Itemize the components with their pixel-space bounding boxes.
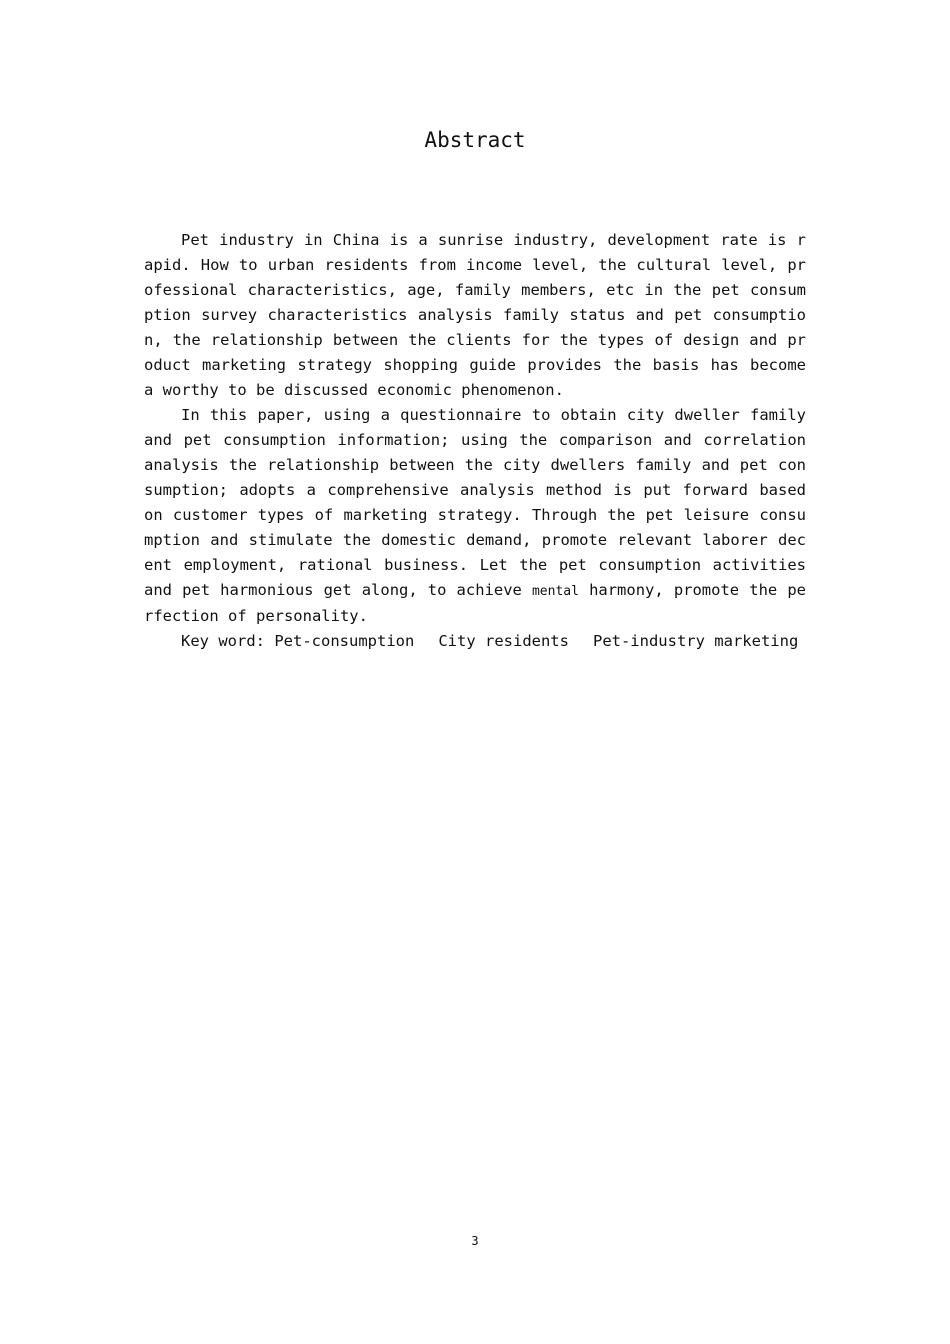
- paragraph-2-small-word: mental: [531, 584, 579, 599]
- abstract-paragraph-2: [144, 403, 806, 629]
- page-number: 3: [471, 1234, 479, 1248]
- keywords-line: [144, 629, 806, 654]
- abstract-title: Abstract: [424, 128, 526, 152]
- abstract-body: [144, 228, 806, 654]
- keywords-label: Key word:: [181, 632, 265, 650]
- paragraph-2-text: In this paper, using a questionnaire to obtain city dweller family and pet consumption information; using the comparison and correlation analysis the relationship between the city dwellers family and pet consumption; adopts a comprehensive analysis method is put forward based on customer types of marketing strategy. Through the pet leisure consumption and stimulate the domestic demand, promote relevant laborer decent employment, rational business. Let the pet consumption activities and pet harmonious get along, to achieve: [144, 406, 806, 599]
- keyword-item: Pet-industry marketing: [592, 632, 799, 650]
- paragraph-2-ending: harmony, promote the perfection of personality.: [144, 581, 806, 625]
- keyword-item: Pet-consumption: [274, 632, 415, 650]
- abstract-paragraph-1: Pet industry in China is a sunrise industry, development rate is rapid. How to urban residents from income level, the cultural level, professional characteristics, age, family members, etc in the pet consumption survey characteristics analysis family status and pet consumption, the relationship between the clients for the types of design and product marketing strategy shopping guide provides the basis has become a worthy to be discussed economic phenomenon.: [144, 231, 806, 399]
- keyword-item: City residents: [438, 632, 569, 650]
